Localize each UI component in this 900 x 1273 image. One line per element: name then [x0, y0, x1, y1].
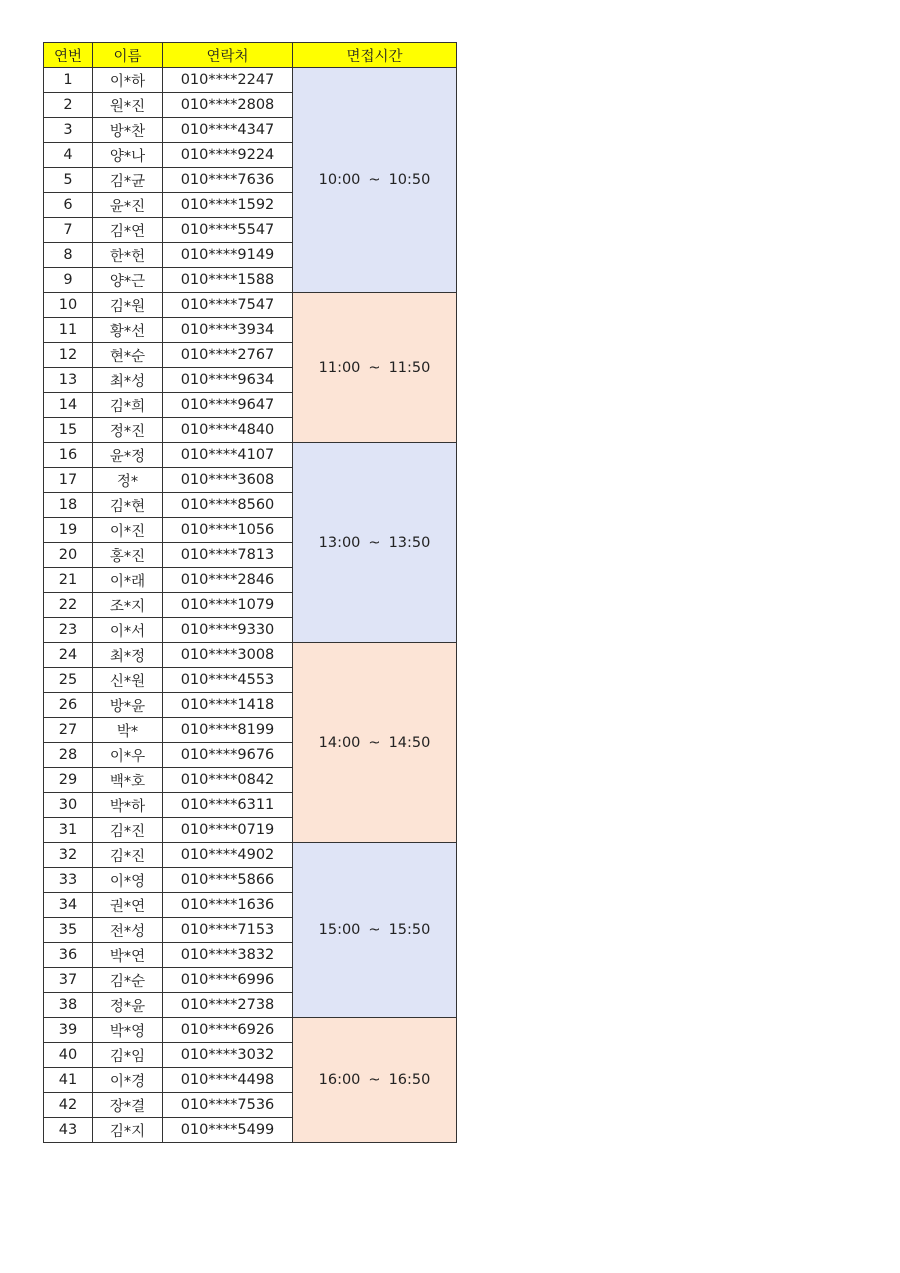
- phone-cell: 010****9676: [163, 743, 293, 768]
- name-cell: 황*선: [93, 318, 163, 343]
- row-number-cell: 19: [44, 518, 93, 543]
- phone-cell: 010****9634: [163, 368, 293, 393]
- time-end: 11:50: [388, 359, 431, 376]
- time-range-separator: ~: [368, 922, 381, 938]
- phone-cell: 010****7536: [163, 1093, 293, 1118]
- row-number-cell: 15: [44, 418, 93, 443]
- row-number-cell: 13: [44, 368, 93, 393]
- phone-cell: 010****1636: [163, 893, 293, 918]
- phone-cell: 010****0842: [163, 768, 293, 793]
- row-number-cell: 39: [44, 1018, 93, 1043]
- phone-cell: 010****9647: [163, 393, 293, 418]
- row-number-cell: 20: [44, 543, 93, 568]
- phone-cell: 010****6311: [163, 793, 293, 818]
- row-number-cell: 11: [44, 318, 93, 343]
- name-cell: 장*결: [93, 1093, 163, 1118]
- name-cell: 박*하: [93, 793, 163, 818]
- name-cell: 최*성: [93, 368, 163, 393]
- interview-time-cell: [293, 68, 457, 293]
- name-cell: 박*연: [93, 943, 163, 968]
- row-number-cell: 34: [44, 893, 93, 918]
- phone-cell: 010****4902: [163, 843, 293, 868]
- name-cell: 윤*진: [93, 193, 163, 218]
- name-cell: 이*하: [93, 68, 163, 93]
- row-number-cell: 17: [44, 468, 93, 493]
- phone-cell: 010****1056: [163, 518, 293, 543]
- row-number-cell: 40: [44, 1043, 93, 1068]
- row-number-cell: 38: [44, 993, 93, 1018]
- name-cell: 김*순: [93, 968, 163, 993]
- time-range-separator: ~: [368, 534, 381, 551]
- name-cell: 김*진: [93, 843, 163, 868]
- name-cell: 현*순: [93, 343, 163, 368]
- phone-cell: 010****9149: [163, 243, 293, 268]
- phone-cell: 010****3032: [163, 1043, 293, 1068]
- header-no: 연번: [44, 43, 93, 68]
- name-cell: 신*원: [93, 668, 163, 693]
- row-number-cell: 8: [44, 243, 93, 268]
- name-cell: 이*래: [93, 568, 163, 593]
- name-cell: 양*근: [93, 268, 163, 293]
- phone-cell: 010****5866: [163, 868, 293, 893]
- header-name: 이름: [93, 43, 163, 68]
- name-cell: 정*진: [93, 418, 163, 443]
- row-number-cell: 42: [44, 1093, 93, 1118]
- phone-cell: 010****9330: [163, 618, 293, 643]
- name-cell: 김*연: [93, 218, 163, 243]
- interview-time-cell: [293, 293, 457, 443]
- header-row: [44, 43, 457, 68]
- phone-cell: 010****4347: [163, 118, 293, 143]
- row-number-cell: 32: [44, 843, 93, 868]
- name-cell: 박*: [93, 718, 163, 743]
- phone-cell: 010****3934: [163, 318, 293, 343]
- phone-cell: 010****7813: [163, 543, 293, 568]
- phone-cell: 010****8199: [163, 718, 293, 743]
- row-number-cell: 36: [44, 943, 93, 968]
- interview-time-cell: [293, 443, 457, 643]
- row-number-cell: 25: [44, 668, 93, 693]
- row-number-cell: 5: [44, 168, 93, 193]
- table-row: [44, 1018, 457, 1043]
- name-cell: 이*경: [93, 1068, 163, 1093]
- name-cell: 한*헌: [93, 243, 163, 268]
- time-start: 10:00: [318, 172, 361, 188]
- name-cell: 방*찬: [93, 118, 163, 143]
- row-number-cell: 43: [44, 1118, 93, 1143]
- phone-cell: 010****2247: [163, 68, 293, 93]
- row-number-cell: 33: [44, 868, 93, 893]
- phone-cell: 010****6996: [163, 968, 293, 993]
- name-cell: 박*영: [93, 1018, 163, 1043]
- name-cell: 최*정: [93, 643, 163, 668]
- row-number-cell: 22: [44, 593, 93, 618]
- table-row: [44, 68, 457, 93]
- name-cell: 홍*진: [93, 543, 163, 568]
- name-cell: 전*성: [93, 918, 163, 943]
- name-cell: 윤*정: [93, 443, 163, 468]
- phone-cell: 010****1592: [163, 193, 293, 218]
- interview-time-cell: [293, 1018, 457, 1143]
- name-cell: 김*원: [93, 293, 163, 318]
- row-number-cell: 2: [44, 93, 93, 118]
- table-row: [44, 293, 457, 318]
- table-row: [44, 643, 457, 668]
- row-number-cell: 26: [44, 693, 93, 718]
- row-number-cell: 29: [44, 768, 93, 793]
- row-number-cell: 23: [44, 618, 93, 643]
- phone-cell: 010****1079: [163, 593, 293, 618]
- header-phone: 연락처: [163, 43, 293, 68]
- name-cell: 정*: [93, 468, 163, 493]
- time-end: 16:50: [388, 1072, 431, 1088]
- phone-cell: 010****7547: [163, 293, 293, 318]
- row-number-cell: 28: [44, 743, 93, 768]
- phone-cell: 010****9224: [163, 143, 293, 168]
- row-number-cell: 21: [44, 568, 93, 593]
- interview-schedule-table: [43, 42, 457, 1143]
- time-start: 16:00: [318, 1072, 361, 1088]
- time-range-separator: ~: [368, 734, 381, 751]
- row-number-cell: 1: [44, 68, 93, 93]
- phone-cell: 010****4498: [163, 1068, 293, 1093]
- name-cell: 김*진: [93, 818, 163, 843]
- phone-cell: 010****6926: [163, 1018, 293, 1043]
- phone-cell: 010****3832: [163, 943, 293, 968]
- time-start: 13:00: [318, 534, 361, 551]
- name-cell: 양*나: [93, 143, 163, 168]
- name-cell: 방*윤: [93, 693, 163, 718]
- name-cell: 권*연: [93, 893, 163, 918]
- phone-cell: 010****7153: [163, 918, 293, 943]
- time-end: 14:50: [388, 734, 431, 751]
- phone-cell: 010****1418: [163, 693, 293, 718]
- row-number-cell: 31: [44, 818, 93, 843]
- table-row: [44, 843, 457, 868]
- row-number-cell: 24: [44, 643, 93, 668]
- table-body: [44, 68, 457, 1143]
- phone-cell: 010****2738: [163, 993, 293, 1018]
- phone-cell: 010****8560: [163, 493, 293, 518]
- row-number-cell: 35: [44, 918, 93, 943]
- name-cell: 백*호: [93, 768, 163, 793]
- phone-cell: 010****4107: [163, 443, 293, 468]
- phone-cell: 010****0719: [163, 818, 293, 843]
- row-number-cell: 16: [44, 443, 93, 468]
- phone-cell: 010****2808: [163, 93, 293, 118]
- phone-cell: 010****3008: [163, 643, 293, 668]
- header-interview-time: 면접시간: [293, 43, 457, 68]
- phone-cell: 010****4553: [163, 668, 293, 693]
- interview-time-cell: [293, 843, 457, 1018]
- phone-cell: 010****4840: [163, 418, 293, 443]
- name-cell: 이*영: [93, 868, 163, 893]
- phone-cell: 010****5547: [163, 218, 293, 243]
- name-cell: 김*희: [93, 393, 163, 418]
- row-number-cell: 7: [44, 218, 93, 243]
- row-number-cell: 41: [44, 1068, 93, 1093]
- row-number-cell: 3: [44, 118, 93, 143]
- phone-cell: 010****1588: [163, 268, 293, 293]
- phone-cell: 010****7636: [163, 168, 293, 193]
- name-cell: 김*현: [93, 493, 163, 518]
- time-range-separator: ~: [368, 172, 381, 188]
- time-end: 13:50: [388, 534, 431, 551]
- row-number-cell: 27: [44, 718, 93, 743]
- phone-cell: 010****2767: [163, 343, 293, 368]
- phone-cell: 010****2846: [163, 568, 293, 593]
- interview-time-cell: [293, 643, 457, 843]
- name-cell: 이*진: [93, 518, 163, 543]
- row-number-cell: 4: [44, 143, 93, 168]
- time-start: 14:00: [318, 734, 361, 751]
- phone-cell: 010****3608: [163, 468, 293, 493]
- row-number-cell: 18: [44, 493, 93, 518]
- time-range-separator: ~: [368, 1072, 381, 1088]
- phone-cell: 010****5499: [163, 1118, 293, 1143]
- name-cell: 이*우: [93, 743, 163, 768]
- row-number-cell: 9: [44, 268, 93, 293]
- row-number-cell: 10: [44, 293, 93, 318]
- row-number-cell: 12: [44, 343, 93, 368]
- name-cell: 김*임: [93, 1043, 163, 1068]
- name-cell: 이*서: [93, 618, 163, 643]
- name-cell: 김*지: [93, 1118, 163, 1143]
- row-number-cell: 30: [44, 793, 93, 818]
- time-start: 11:00: [318, 359, 361, 376]
- time-end: 10:50: [388, 172, 431, 188]
- name-cell: 조*지: [93, 593, 163, 618]
- name-cell: 원*진: [93, 93, 163, 118]
- row-number-cell: 14: [44, 393, 93, 418]
- time-range-separator: ~: [368, 359, 381, 376]
- row-number-cell: 6: [44, 193, 93, 218]
- row-number-cell: 37: [44, 968, 93, 993]
- time-end: 15:50: [388, 922, 431, 938]
- name-cell: 정*윤: [93, 993, 163, 1018]
- table-row: [44, 443, 457, 468]
- name-cell: 김*균: [93, 168, 163, 193]
- time-start: 15:00: [318, 922, 361, 938]
